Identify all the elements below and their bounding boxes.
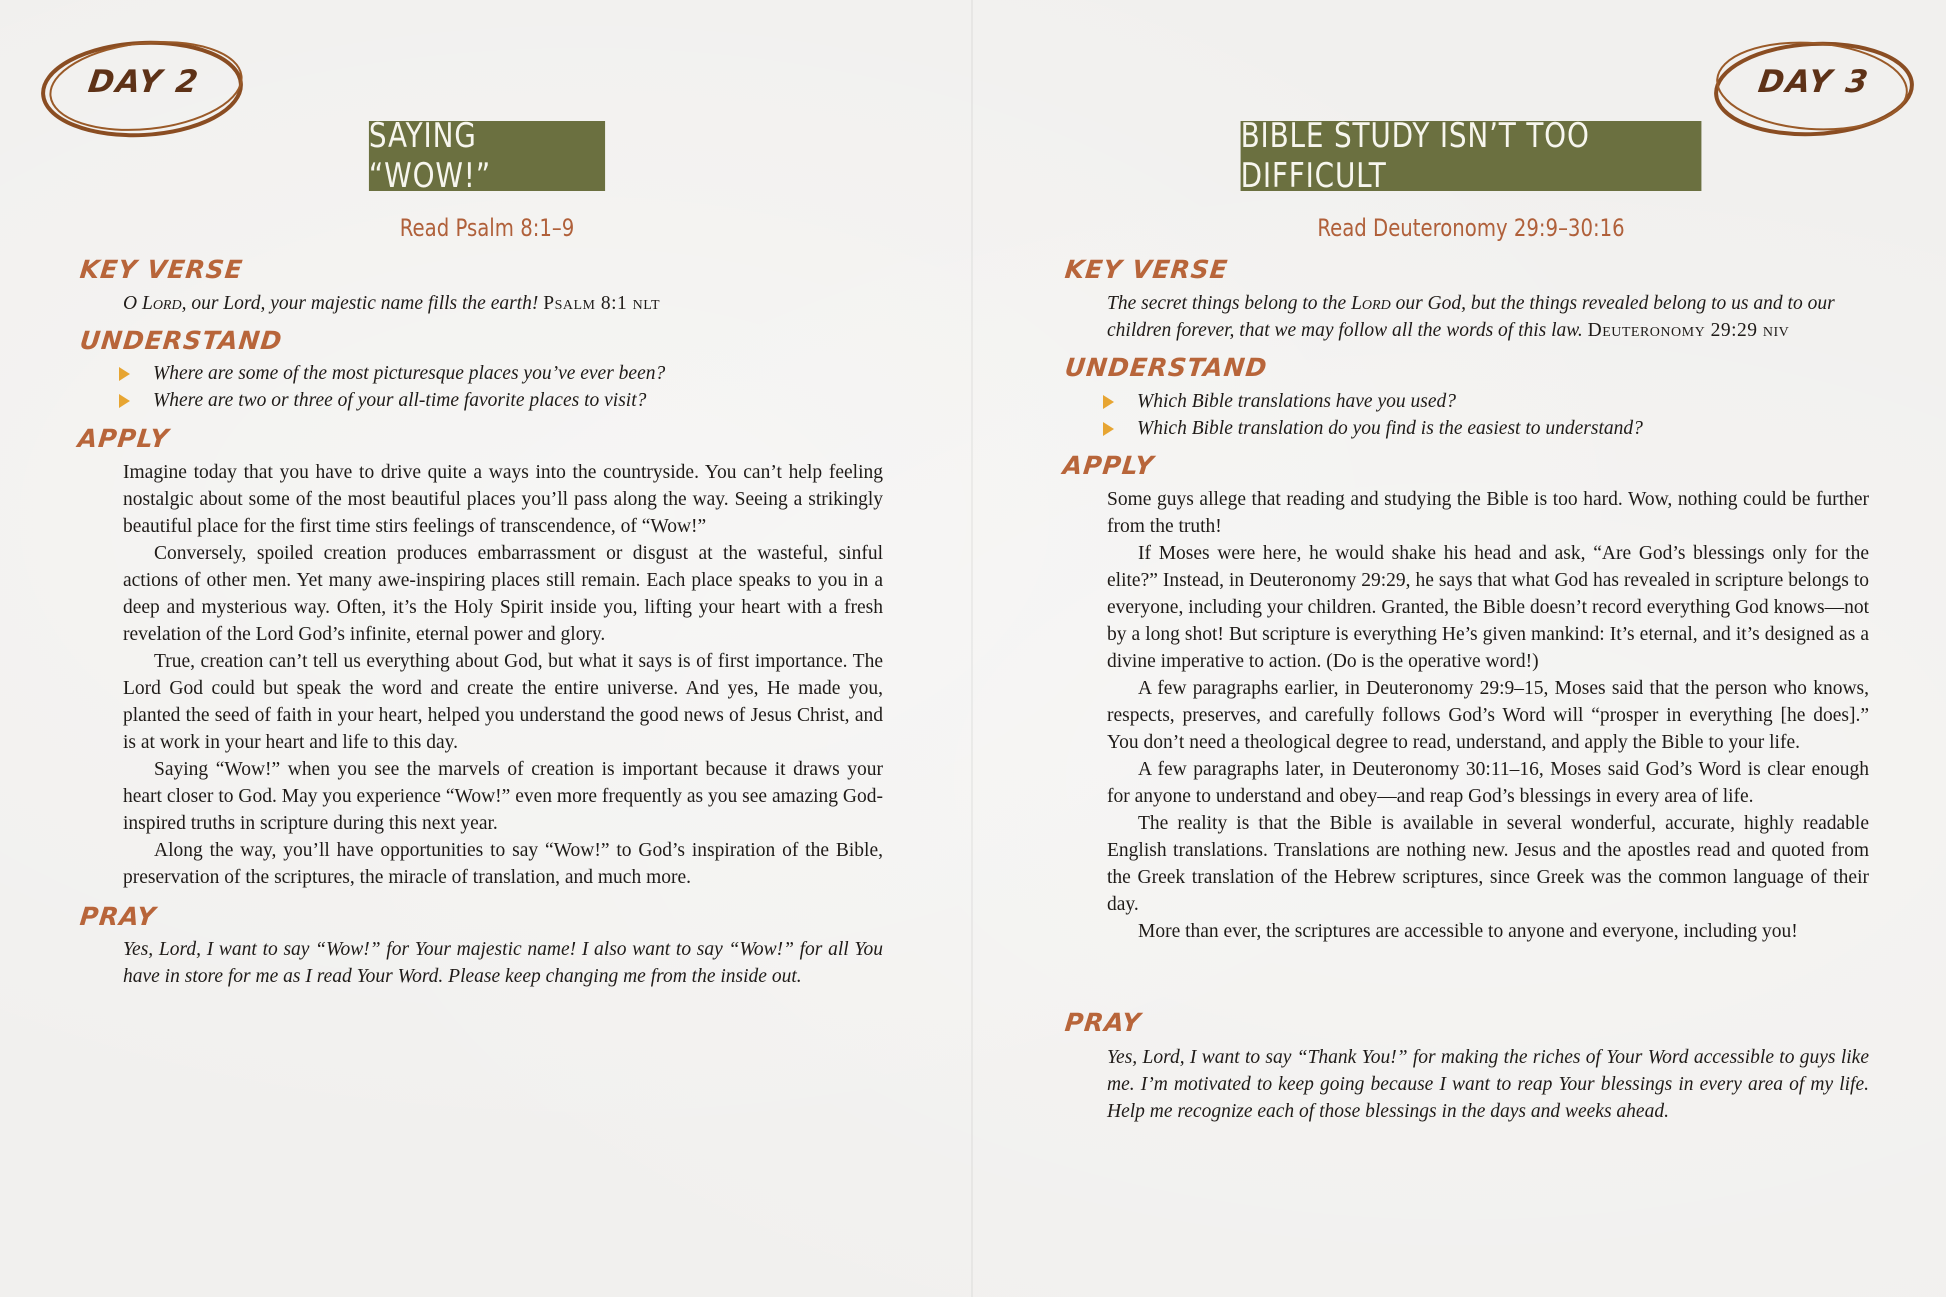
understand-heading: UNDERSTAND <box>78 326 284 355</box>
list-item: Where are some of the most picturesque places you’ve ever been? <box>119 360 879 387</box>
key-verse-text: The secret things belong to the Lord our God, but the things revealed belong to us and to our children forever, that we may follow all the words of this law. Deuteronomy 29:29 niv <box>1107 293 1835 341</box>
day-badge <box>1708 36 1920 140</box>
paragraph: The reality is that the Bible is available in several wonderful, accurate, highly readable English translations. Translations are nothing new. Jesus and the apostles read and quoted from the Greek translation of the Hebrew scriptures, since Greek was the common language of their day. <box>1107 813 1869 915</box>
verse-reference: Psalm 8:1 nlt <box>543 293 661 314</box>
key-verse-heading: KEY VERSE <box>78 255 245 284</box>
triangle-bullet-icon <box>119 394 130 408</box>
list-item: Which Bible translations have you used? <box>1103 388 1865 415</box>
triangle-bullet-icon <box>1103 422 1114 436</box>
page-title: BIBLE STUDY ISN’T TOO DIFFICULT <box>1241 121 1702 191</box>
verse-reference: Deuteronomy 29:29 niv <box>1587 320 1790 341</box>
paragraph: True, creation can’t tell us everything about God, but what it says is of first importance. The Lord God could but speak the word and create the entire universe. And yes, He made you, planted the seed of faith in your heart, helped you understand the good news of Jesus Christ, and is at work in your heart and life to this day. <box>123 651 883 753</box>
triangle-bullet-icon <box>119 367 130 381</box>
key-verse-heading: KEY VERSE <box>1063 255 1230 284</box>
apply-heading: APPLY <box>76 424 171 453</box>
understand-list <box>119 360 879 414</box>
paragraph: A few paragraphs earlier, in Deuteronomy 29:9–15, Moses said that the person who knows, respects, preserves, and carefully follows God’s Word will “prosper in everything [he does].” You don’t need a theological degree to read, understand, and apply the Bible to your life. <box>1107 678 1869 753</box>
paragraph: Some guys allege that reading and studying the Bible is too hard. Wow, nothing could be further from the truth! <box>1107 489 1869 537</box>
day-badge <box>38 36 250 140</box>
paragraph: More than ever, the scriptures are accessible to anyone and everyone, including you! <box>1138 921 1798 942</box>
page-title: SAYING “WOW!” <box>369 121 605 191</box>
apply-body <box>123 459 883 891</box>
reading-reference: Read Psalm 8:1–9 <box>399 214 575 242</box>
paragraph: Saying “Wow!” when you see the marvels of creation is important because it draws your heart closer to God. May you experience “Wow!” even more frequently as you see amazing God-inspired truths in scripture during this next year. <box>123 759 883 834</box>
triangle-bullet-icon <box>1103 395 1114 409</box>
day-label: DAY 3 <box>1755 64 1873 100</box>
key-verse-text: O Lord, our Lord, your majestic name fills the earth! Psalm 8:1 nlt <box>123 293 661 314</box>
list-item: Where are two or three of your all-time favorite places to visit? <box>119 387 879 414</box>
paragraph: A few paragraphs later, in Deuteronomy 30:11–16, Moses said God’s Word is clear enough for anyone to understand and obey—and reap God’s blessings in every area of life. <box>1107 759 1869 807</box>
pray-heading: PRAY <box>1063 1008 1143 1037</box>
prayer-text: Yes, Lord, I want to say “Wow!” for Your majestic name! I also want to say “Wow!” for all You have in store for me as I read Your Word. Please keep changing me from the inside out. <box>123 939 883 987</box>
paragraph: Conversely, spoiled creation produces embarrassment or disgust at the wasteful, sinful actions of other men. Yet many awe-inspiring places still remain. Each place speaks to you in a deep and mysterious way. Often, it’s the Holy Spirit inside you, lifting your heart with a fresh revelation of the Lord God’s infinite, eternal power and glory. <box>123 543 883 645</box>
understand-heading: UNDERSTAND <box>1063 353 1269 382</box>
pray-heading: PRAY <box>78 902 158 931</box>
day-label: DAY 2 <box>85 64 203 100</box>
left-page <box>0 0 971 1297</box>
paragraph: Along the way, you’ll have opportunities to say “Wow!” to God’s inspiration of the Bible, preservation of the scriptures, the miracle of translation, and much more. <box>123 840 883 888</box>
list-item: Which Bible translation do you find is the easiest to understand? <box>1103 415 1865 442</box>
understand-list <box>1103 388 1865 442</box>
apply-heading: APPLY <box>1061 451 1156 480</box>
paragraph: Imagine today that you have to drive quite a ways into the countryside. You can’t help feeling nostalgic about some of the most beautiful places you’ll pass along the way. Seeing a strikingly beautiful place for the first time stirs feelings of transcendence, of “Wow!” <box>123 462 883 537</box>
prayer-text: Yes, Lord, I want to say “Thank You!” for making the riches of Your Word accessible to guys like me. I’m motivated to keep going because I want to reap Your blessings in every area of my life. Help me recognize each of those blessings in the days and weeks ahead. <box>1107 1047 1869 1122</box>
right-page <box>973 0 1946 1297</box>
reading-reference: Read Deuteronomy 29:9–30:16 <box>1317 214 1625 242</box>
apply-body <box>1107 486 1869 945</box>
paragraph: If Moses were here, he would shake his head and ask, “Are God’s blessings only for the elite?” Instead, in Deuteronomy 29:29, he says that what God has revealed in scripture belongs to everyone, including your children. Granted, the Bible doesn’t record everything God knows—not by a long shot! But scripture is everything He’s given mankind: It’s eternal, and it’s designed as a divine imperative to action. (Do is the operative word!) <box>1107 543 1869 672</box>
